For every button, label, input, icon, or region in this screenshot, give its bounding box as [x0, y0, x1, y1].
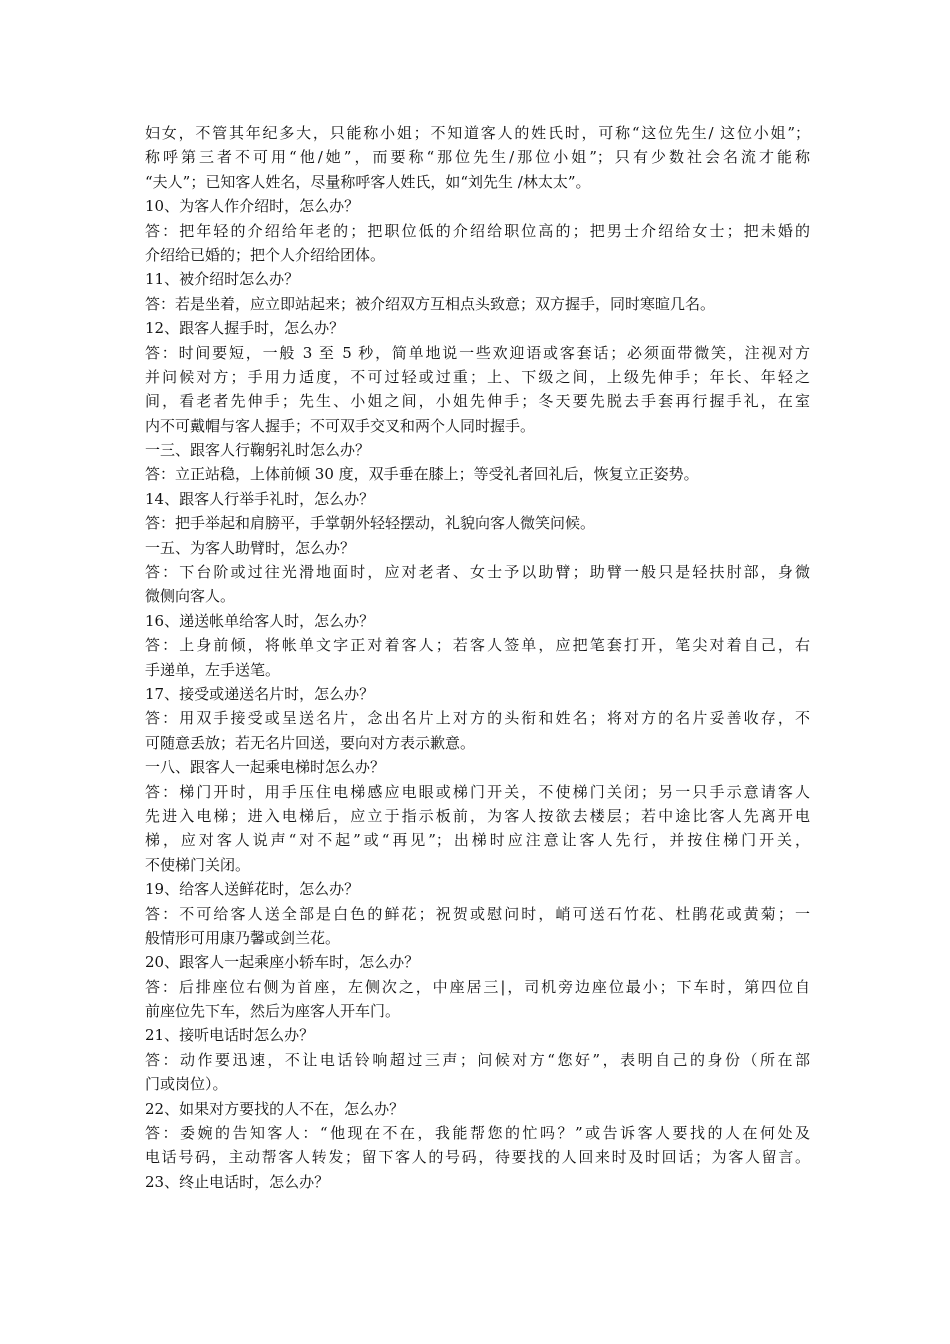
- text-line: 内不可戴帽与客人握手；不可双手交叉和两个人同时握手。: [145, 416, 536, 435]
- text-line: 23、终止电话时，怎么办？: [145, 1172, 330, 1191]
- text-line: 不使梯门关闭。: [145, 855, 251, 874]
- text-line: 14、跟客人行举手礼时，怎么办？: [145, 489, 375, 508]
- text-line: 并问候对方；手用力适度，不可过轻或过重；上、下级之间，上级先伸手；年长、年轻之: [145, 367, 810, 386]
- text-line: 答：若是坐着，应立即站起来；被介绍双方互相点头致意；双方握手，同时寒暄几名。: [145, 294, 716, 313]
- text-line: 答：立正站稳，上体前倾 30 度，双手垂在膝上；等受礼者回礼后，恢复立正姿势。: [145, 465, 699, 484]
- text-line: 间，看老者先伸手；先生、小姐之间，小姐先伸手；冬天要先脱去手套再行握手礼，在室: [145, 392, 810, 411]
- text-line: 12、跟客人握手时，怎么办？: [145, 319, 345, 338]
- text-line: 答：上身前倾，将帐单文字正对着客人；若客人签单，应把笔套打开，笔尖对着自己，右: [145, 636, 810, 655]
- text-line: 先进入电梯；进入电梯后，应立于指示板前，为客人按欲去楼层；若中途比客人先离开电: [145, 806, 810, 825]
- text-line: 称呼第三者不可用“他/她”，而要称“那位先生/那位小姐”；只有少数社会名流才能称: [145, 148, 810, 167]
- text-line: “夫人”；已知客人姓名，尽量称呼客人姓氏，如“刘先生 /林太太”。: [145, 172, 591, 191]
- text-line: 答：把手举起和肩膀平，手掌朝外轻轻摆动，礼貌向客人微笑问候。: [145, 514, 596, 533]
- text-line: 一八、跟客人一起乘电梯时怎么办？: [145, 758, 386, 777]
- text-line: 一五、为客人助臂时，怎么办？: [145, 538, 356, 557]
- text-line: 20、跟客人一起乘座小轿车时，怎么办？: [145, 953, 420, 972]
- text-line: 手递单，左手送笔。: [145, 660, 281, 679]
- text-line: 梯，应对客人说声“对不起”或“再见”；出梯时应注意让客人先行，并按住梯门开关，: [145, 831, 810, 850]
- text-line: 17、接受或递送名片时，怎么办？: [145, 684, 375, 703]
- text-line: 21、接听电话时怎么办？: [145, 1026, 315, 1045]
- text-line: 可随意丢放；若无名片回送，要向对方表示歉意。: [145, 733, 476, 752]
- text-line: 前座位先下车，然后为座客人开车门。: [145, 1002, 401, 1021]
- text-line: 介绍给已婚的；把个人介绍给团体。: [145, 245, 386, 264]
- text-line: 答：时间要短，一般 3 至 5 秒，简单地说一些欢迎语或客套话；必须面带微笑，注视对方: [145, 343, 810, 362]
- document-body: [145, 121, 810, 1194]
- text-line: 门或岗位）。: [145, 1075, 228, 1094]
- text-line: 一三、跟客人行鞠躬礼时怎么办？: [145, 441, 371, 460]
- text-line: 10、为客人作介绍时，怎么办？: [145, 197, 360, 216]
- text-line: 19、给客人送鲜花时，怎么办？: [145, 880, 360, 899]
- text-line: 22、如果对方要找的人不在，怎么办？: [145, 1099, 405, 1118]
- text-line: 答：梯门开时，用手压住电梯感应电眼或梯门开关，不使梯门关闭；另一只手示意请客人: [145, 782, 810, 801]
- text-line: 答：动作要迅速，不让电话铃响超过三声；问候对方“您好”，表明自己的身份（所在部: [145, 1050, 810, 1069]
- text-line: 妇女，不管其年纪多大，只能称小姐；不知道客人的姓氏时，可称“这位先生/ 这位小姐”；: [145, 124, 810, 142]
- text-line: 答：下台阶或过往光滑地面时，应对老者、女士予以助臂；助臂一般只是轻扶肘部，身微: [145, 563, 810, 582]
- text-line: 答：委婉的告知客人：“他现在不在，我能帮您的忙吗？”或告诉客人要找的人在何处及: [145, 1124, 810, 1143]
- text-line: 答：不可给客人送全部是白色的鲜花；祝贺或慰问时，峭可送石竹花、杜鹃花或黄菊；一: [145, 904, 810, 923]
- text-line: 电话号码，主动帮客人转发；留下客人的号码，待要找的人回来时及时回话；为客人留言。: [145, 1148, 810, 1167]
- text-line: 答：后排座位右侧为首座，左侧次之，中座居三|，司机旁边座位最小；下车时，第四位自: [145, 977, 810, 996]
- text-line: 微侧向客人。: [145, 587, 236, 606]
- text-line: 答：用双手接受或呈送名片，念出名片上对方的头衔和姓名；将对方的名片妥善收存，不: [145, 709, 810, 728]
- text-line: 16、递送帐单给客人时，怎么办？: [145, 611, 375, 630]
- text-line: 11、被介绍时怎么办？: [145, 270, 300, 289]
- text-line: 答：把年轻的介绍给年老的；把职位低的介绍给职位高的；把男士介绍给女士；把未婚的: [145, 221, 810, 240]
- text-line: 般情形可用康乃馨或剑兰花。: [145, 928, 341, 947]
